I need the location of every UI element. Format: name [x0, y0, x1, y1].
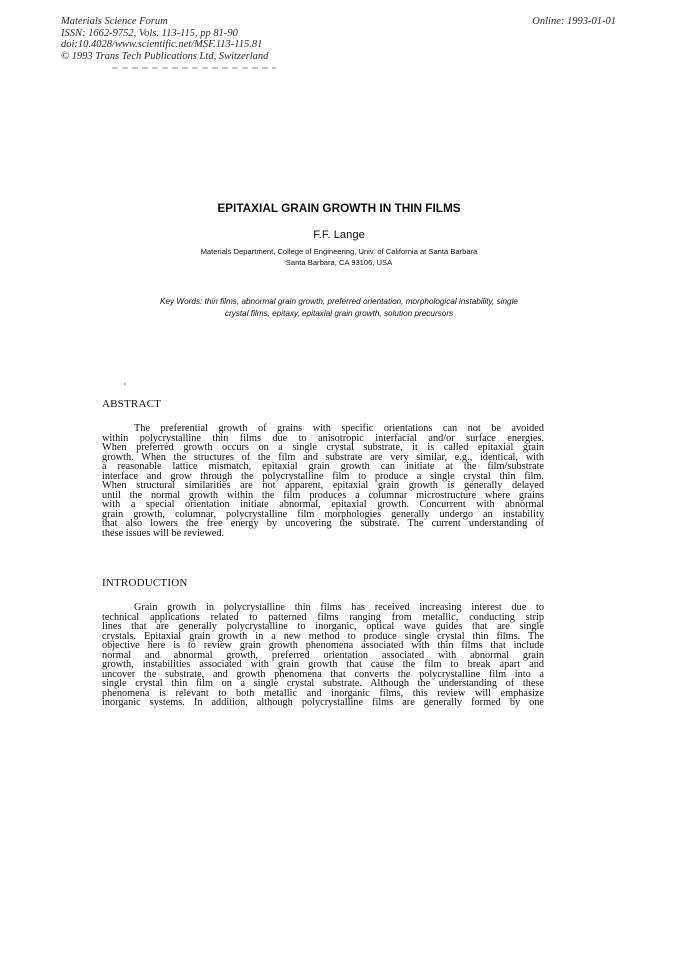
text-line: grain growth, columnar, polycrystalline film morphologies generally undergo an instability	[102, 508, 544, 520]
keywords	[100, 296, 578, 319]
text-line: uncover the substrate, and growth phenomena that converts the polycrystalline film into a	[102, 668, 544, 680]
text-line: single crystal thin film on a single crystal substrate. Although the understanding of these	[102, 678, 544, 690]
doi-link[interactable]: doi:10.4028/www.scientific.net/MSF.113-115.81	[61, 39, 263, 51]
text-line: crystals. Epitaxial grain growth in a new method to produce single crystal thin films. The	[102, 630, 544, 642]
text-line: When structural similarities are not apparent, epitaxial grain growth is generally delayed	[102, 480, 544, 492]
publication-info	[61, 16, 268, 62]
introduction-body	[102, 603, 544, 708]
text-line: objective here is to review grain growth phenomena associated with thin films that include	[102, 640, 544, 652]
keywords-line: crystal films, epitaxy, epitaxial grain growth, solution precursors	[224, 308, 454, 318]
online-date: Online: 1993-01-01	[532, 16, 616, 27]
text-line: growth, instabilities associated with grain growth that cause the film to break apart and	[102, 659, 544, 671]
affiliation-line: Materials Department, College of Engineering, Univ. of California at Santa Barbara	[200, 247, 478, 256]
scan-speck	[124, 383, 126, 385]
text-line: Grain growth in polycrystalline thin films has received increasing interest due to	[134, 602, 544, 613]
text-line: The preferential growth of grains with specific orientations can not be avoided	[134, 423, 544, 434]
text-line: interface and grow through the polycrystalline film to produce a single crystal thin film.	[102, 470, 544, 482]
scan-artifact	[112, 67, 276, 69]
text-line: these issues will be reviewed.	[102, 528, 225, 540]
text-line: When preferred growth occurs on a single crystal substrate, it is called epitaxial grain	[102, 442, 544, 454]
abstract-body	[102, 424, 544, 539]
journal-name: Materials Science Forum	[61, 16, 168, 27]
text-line: until the normal growth within the film produces a columnar microstructure where grains	[102, 489, 544, 501]
copyright-line: © 1993 Trans Tech Publications Ltd, Switzerland	[61, 50, 269, 62]
issn-line: ISSN: 1662-9752, Vols. 113-115, pp 81-90	[61, 27, 238, 39]
author-name: F.F. Lange	[313, 229, 365, 241]
text-line: phenomena is relevant to both metallic and inorganic films, this review will emphasize	[102, 687, 544, 699]
text-line: growth. When the structures of the film and substrate are very similar, e.g., identical, with	[102, 451, 544, 463]
paper-title: EPITAXIAL GRAIN GROWTH IN THIN FILMS	[217, 201, 461, 215]
text-line: inorganic systems. In addition, although polycrystalline films are generally formed by one	[102, 697, 544, 709]
text-line: within polycrystalline thin films due to anisotropic interfacial and/or surface energies.	[102, 432, 544, 444]
affiliation	[0, 246, 678, 269]
text-line: a reasonable lattice mismatch, epitaxial grain growth can initiate at the film/substrate	[102, 461, 544, 473]
introduction-heading: INTRODUCTION	[102, 577, 188, 589]
text-line: normal and abnormal growth, preferred orientation associated with abnormal grain	[102, 649, 544, 661]
text-line: that also lowers the free energy by uncovering the substrate. The current understanding of	[102, 518, 544, 530]
affiliation-line: Santa Barbara, CA 93106, USA	[285, 258, 393, 268]
text-line: technical applications related to patterned films ranging from metallic, conducting strip	[102, 611, 544, 623]
text-line: with a special orientation initiate abnormal, epitaxial growth. Concurrent with abnormal	[102, 499, 544, 511]
text-line: lines that are generally polycrystalline to inorganic, optical wave guides that are single	[102, 621, 544, 633]
keywords-line: Key Words: thin films, abnormal grain growth, preferred orientation, morphological instability, single	[160, 297, 518, 306]
abstract-heading: ABSTRACT	[102, 398, 162, 410]
